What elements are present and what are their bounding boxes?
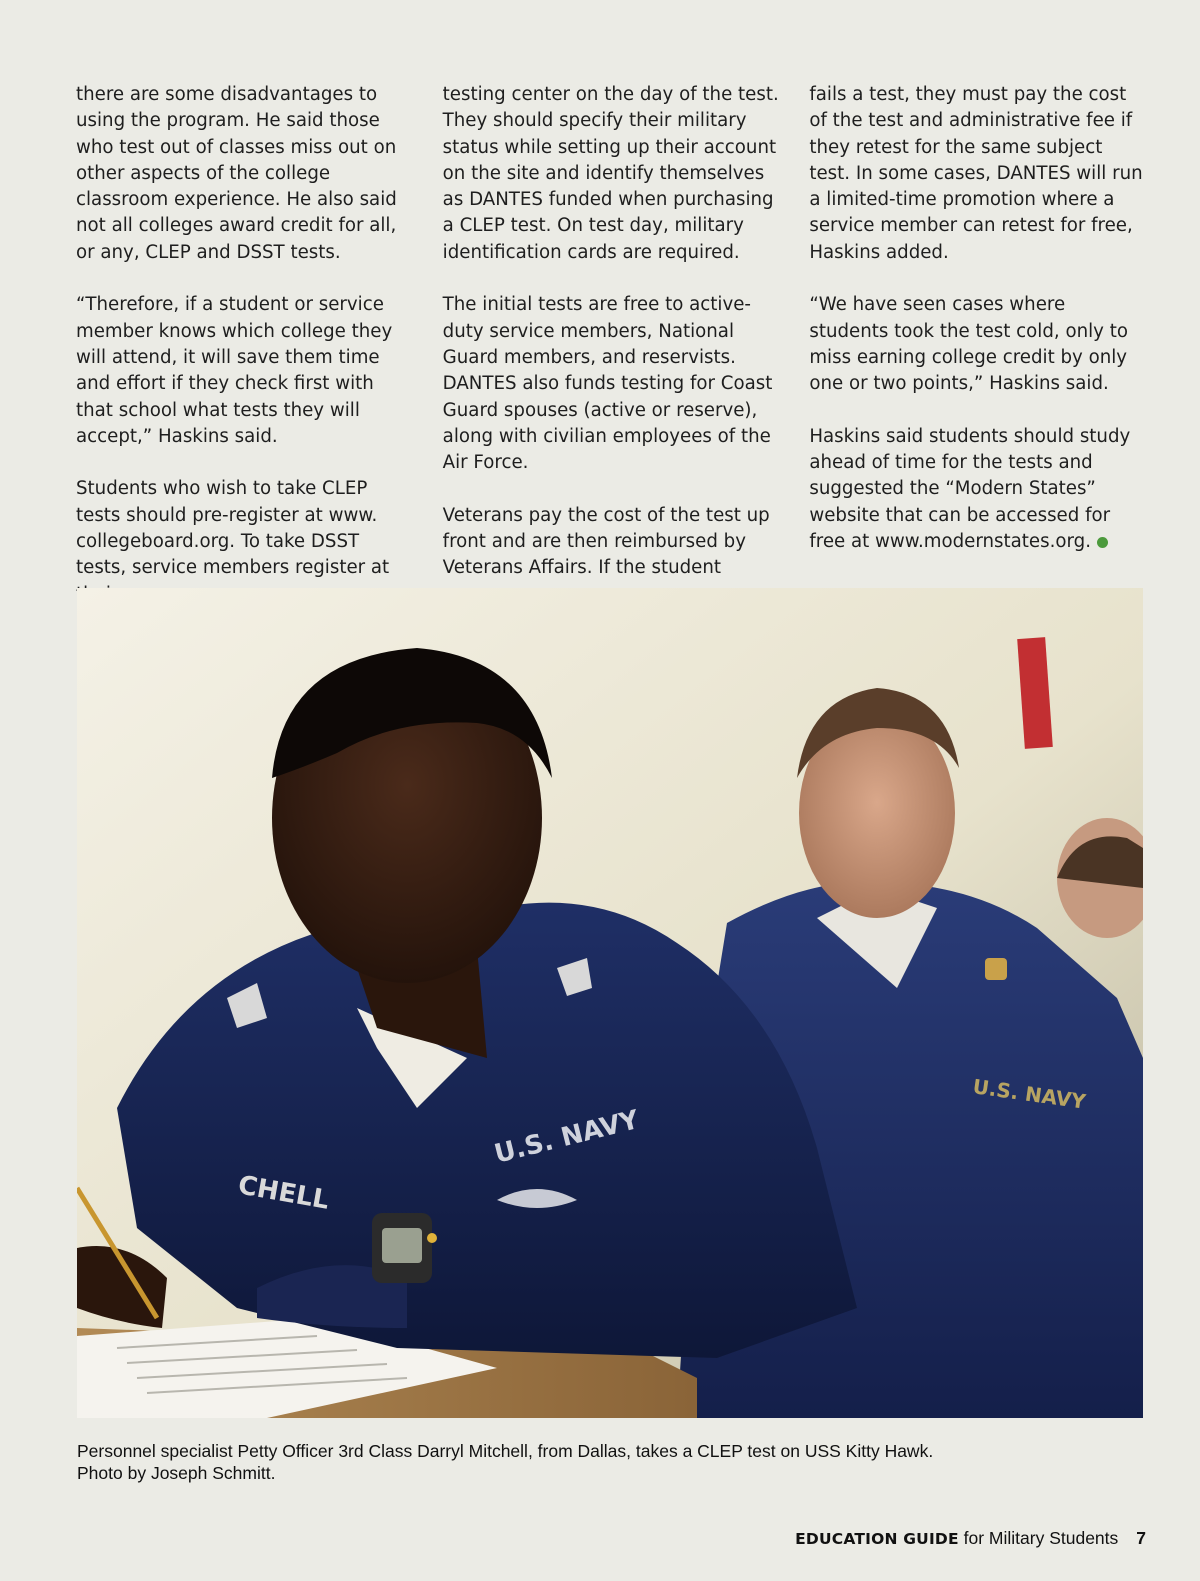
paragraph: there are some disadvantages to using the program. He said those who test out of classes miss out on other aspects of the college classroom experience. He also said not all colleges award credit for all, or any, CLEP and DSST tests. — [76, 84, 397, 263]
caption-line-2: Photo by Joseph Schmitt. — [77, 1463, 276, 1483]
paragraph-final — [809, 424, 1146, 555]
article-end-mark-icon — [1097, 537, 1108, 548]
paragraph: “Therefore, if a student or service member knows which college they will attend, it will save them time and effort if they check first with that school what tests they will accept,” Haskins said. — [76, 294, 393, 447]
footer-publication-subtitle: for Military Students — [958, 1528, 1119, 1548]
article-columns — [76, 82, 1146, 608]
paragraph-final-text: Haskins said students should study ahead of time for the tests and suggested the “Modern States” website that can be accessed for free at www.modernstates.org. — [809, 425, 1131, 553]
paragraph: testing center on the day of the test. They should specify their military status while setting up their account on the site and identify themselves as DANTES funded when purchasing a CLEP test. On test day, military identification cards are required. — [442, 84, 779, 263]
paragraph: Students who wish to take CLEP tests should pre-register at www. collegeboard.org. To take DSST tests, service members register at — [76, 478, 390, 579]
article-column-2 — [443, 82, 780, 608]
photo-rear-chest-text: U.S. NAVY — [971, 1074, 1088, 1114]
photo-name-tape: CHELL — [235, 1170, 332, 1216]
photo-chest-text: U.S. NAVY — [491, 1104, 643, 1170]
paragraph: “We have seen cases where students took the test cold, only to miss earning college credit by only one or two points,” Haskins said. — [809, 294, 1128, 395]
article-column-1 — [76, 82, 413, 608]
page-footer — [795, 1528, 1146, 1549]
paragraph: fails a test, they must pay the cost of the test and administrative fee if they retest for the same subject test. In some cases, DANTES will run a limited-time promotion where a service member can retest for free, Haskins added. — [809, 84, 1143, 263]
photo-watch-face — [382, 1228, 422, 1263]
photo-caption — [77, 1440, 1137, 1484]
photo-rear-insignia — [985, 958, 1007, 980]
caption-line-1: Personnel specialist Petty Officer 3rd Class Darryl Mitchell, from Dallas, takes a CLEP test on USS Kitty Hawk. — [77, 1441, 934, 1461]
photo-illustration — [77, 588, 1143, 1418]
paragraph: The initial tests are free to active-duty service members, National Guard members, and reservists. DANTES also funds testing for Coast Guard spouses (active or reserve), along with civilian employees of the Air Force. — [442, 294, 773, 474]
page-number: 7 — [1136, 1528, 1146, 1548]
article-photo — [77, 588, 1143, 1418]
article-column-3 — [809, 82, 1146, 608]
footer-publication-brand: EDUCATION GUIDE — [795, 1530, 959, 1548]
photo-watch-button — [427, 1233, 437, 1243]
paragraph: Veterans pay the cost of the test up front and are then reimbursed by Veterans Affairs. If the student — [442, 504, 770, 579]
